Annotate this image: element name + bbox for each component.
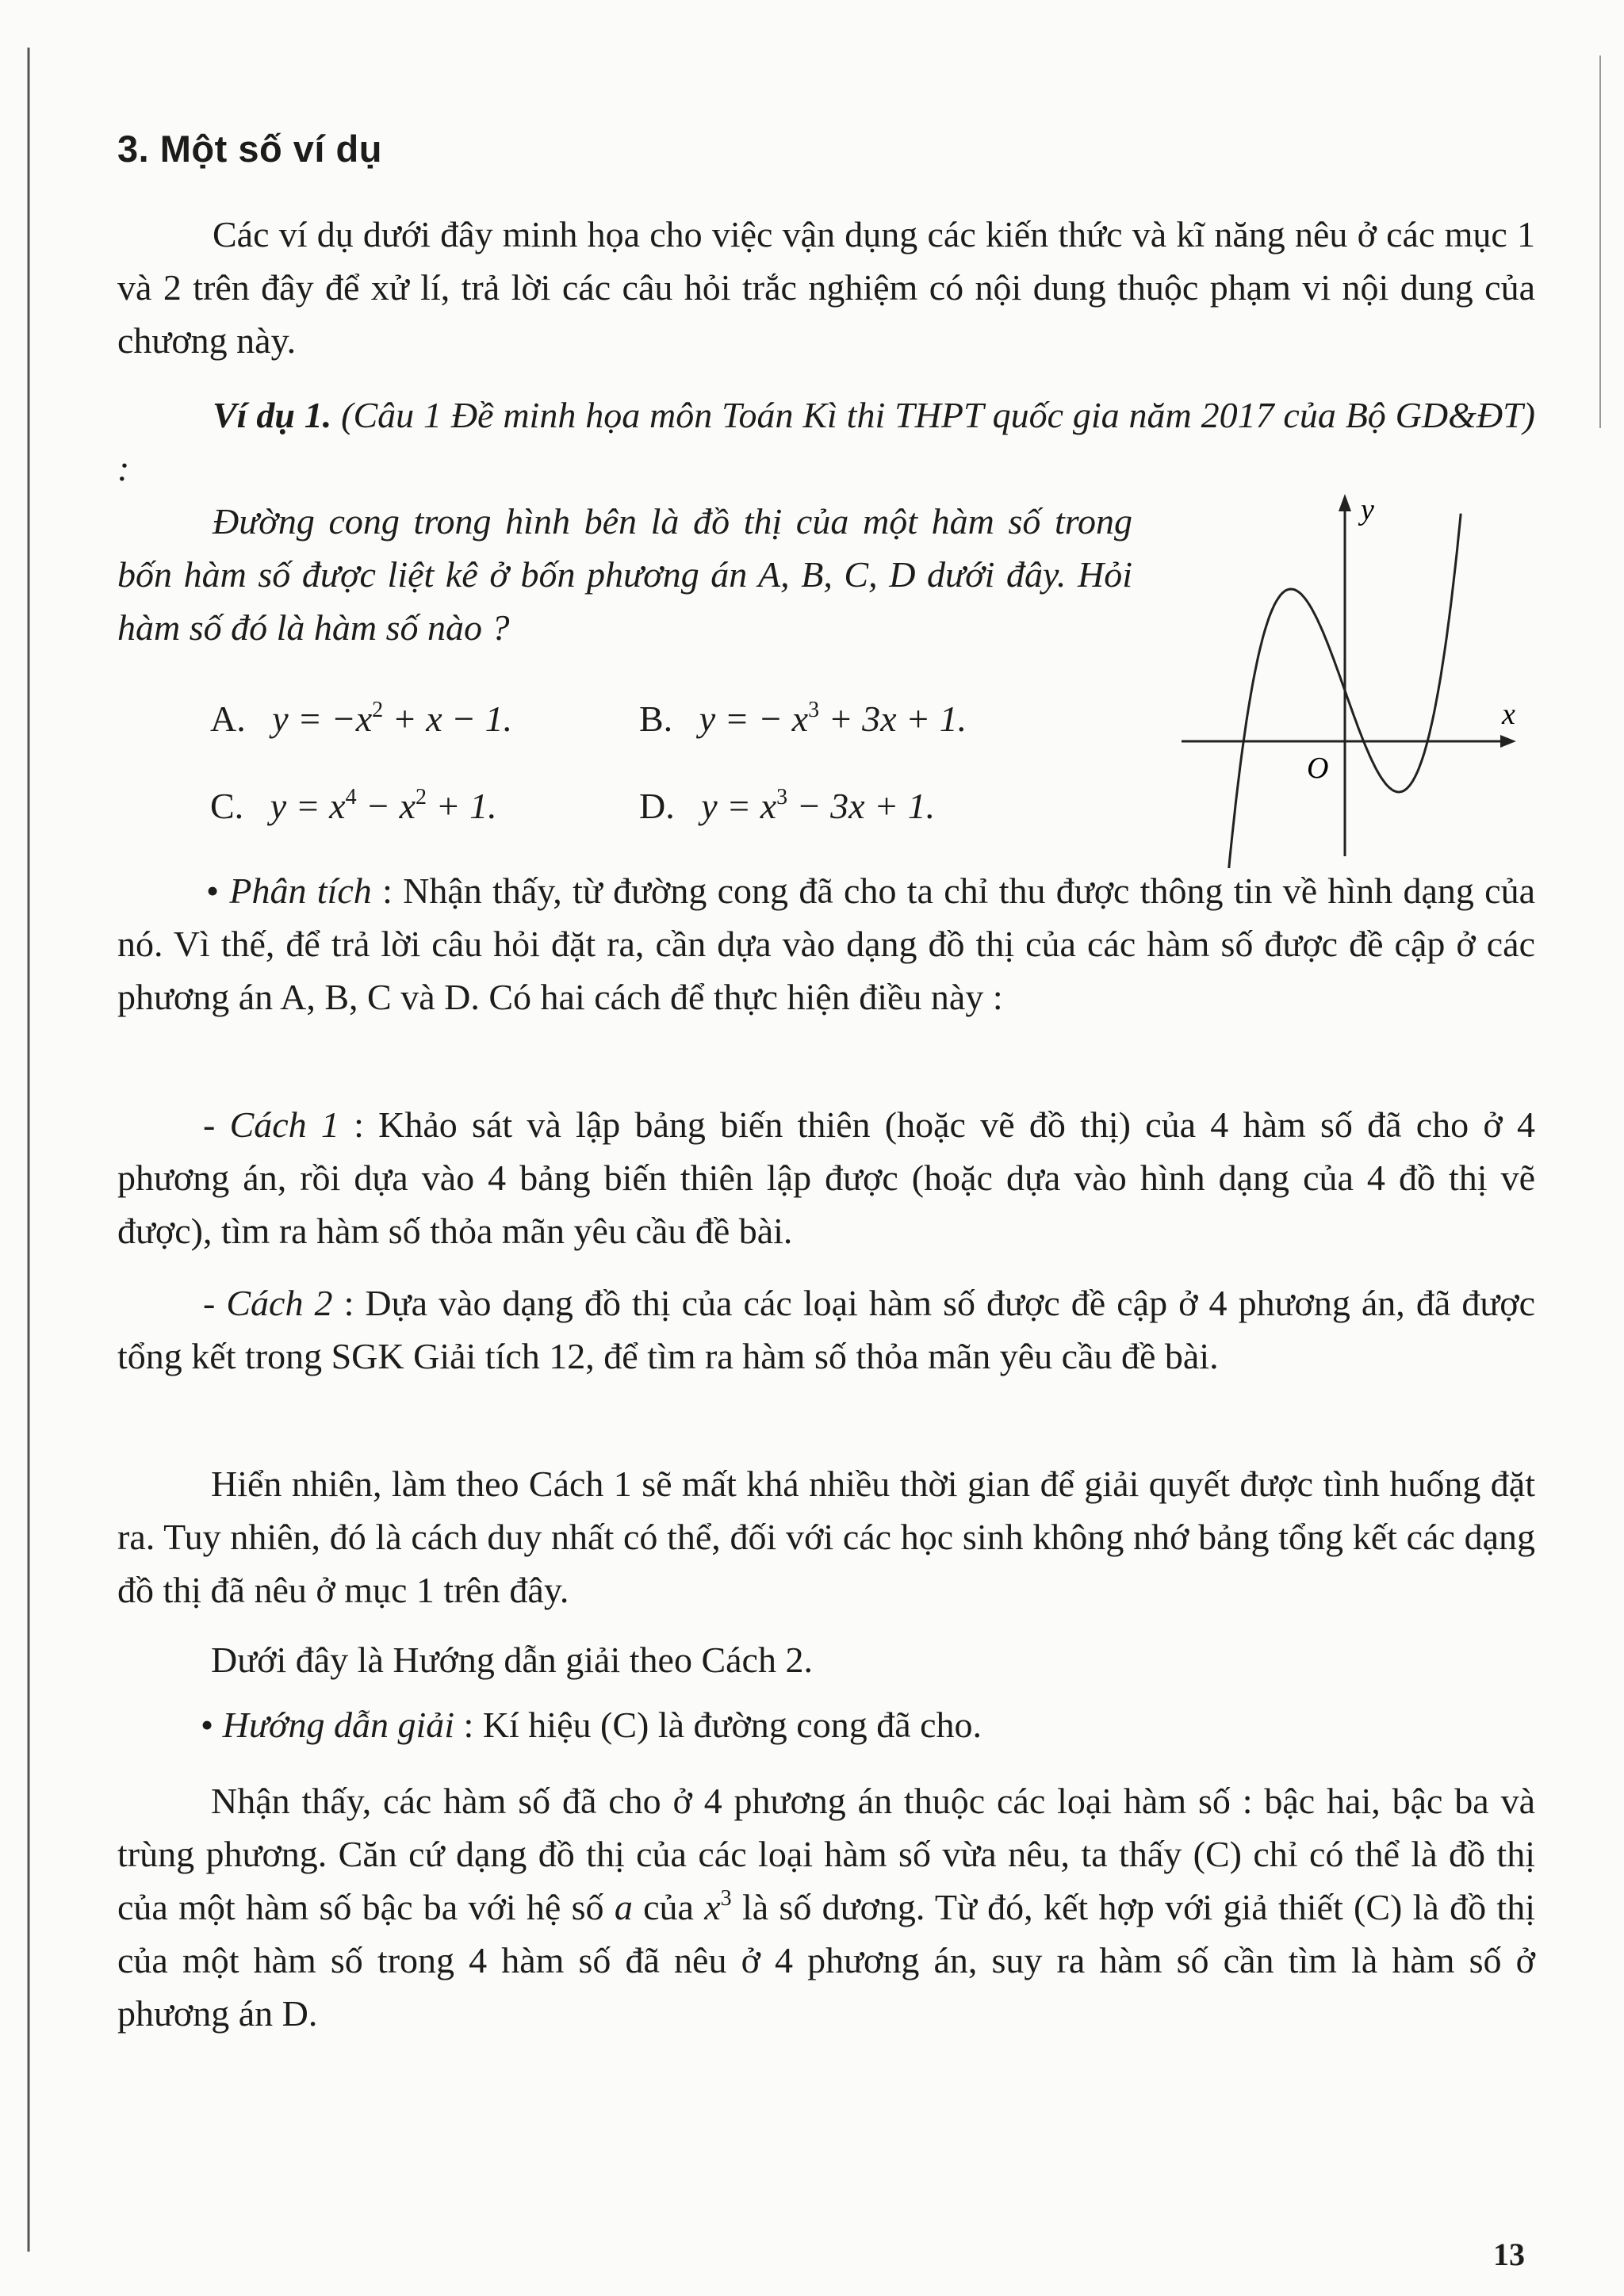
variable-x: x (704, 1887, 721, 1927)
cubic-curve (1226, 514, 1461, 868)
conclusion-paragraph (117, 1774, 1535, 2040)
method1-label: Cách 1 (229, 1104, 339, 1145)
guide-bullet: • (201, 1705, 214, 1745)
method2-prefix: - (203, 1283, 227, 1323)
x-axis-arrow (1500, 735, 1516, 748)
option-a-formula (272, 698, 512, 739)
option-a-exp: 2 (372, 698, 384, 722)
option-b-post: + 3x + 1. (819, 698, 967, 739)
remark-paragraph: Hiển nhiên, làm theo Cách 1 sẽ mất khá nhiều thời gian để giải quyết được tình huống đặt ra. Tuy nhiên, đó là cách duy nhất có thể, đối với các học sinh không nhớ bảng tổng kết các dạng đồ thị đã nêu ở mục 1 trên đây. (117, 1464, 1535, 1610)
option-c-post: + 1. (427, 786, 497, 826)
option-d-formula (701, 786, 935, 826)
option-c-label: C. (210, 786, 244, 826)
option-a-pre: y = −x (272, 698, 373, 739)
conclusion-part3: là số dương. Từ đó, kết hợp với giả thiết (C) là đồ thị của một hàm số trong 4 hàm số đã nêu ở 4 phương án, suy ra hàm số cần tìm là hàm số ở phương án D. (117, 1887, 1535, 2034)
analysis-label: Phân tích (229, 871, 372, 911)
option-b (639, 698, 967, 740)
cubic-function-graph (1174, 488, 1522, 868)
guide-intro-paragraph: Dưới đây là Hướng dẫn giải theo Cách 2. (211, 1640, 813, 1680)
exponent-3: 3 (720, 1886, 732, 1911)
example1-label: Ví dụ 1. (213, 395, 332, 435)
conclusion-part2: của (632, 1887, 705, 1927)
option-b-pre: y = − x (699, 698, 809, 739)
method1-prefix: - (203, 1104, 230, 1145)
example1-paragraph (117, 388, 1535, 495)
page-number: 13 (1493, 2237, 1525, 2272)
conclusion-part1: Nhận thấy, các hàm số đã cho ở 4 phương án thuộc các loại hàm số : bậc hai, bậc ba và trùng phương. Căn cứ dạng đồ thị của các loại hàm số vừa nêu, ta thấy (C) chỉ có thể là đồ thị của một hàm số bậc ba với hệ số (117, 1781, 1535, 1927)
y-axis-arrow (1339, 494, 1351, 511)
option-c-pre: y = x (270, 786, 346, 826)
option-d (639, 785, 935, 827)
guide-label: Hướng dẫn giải (222, 1705, 455, 1745)
example1-source: (Câu 1 Đề minh họa môn Toán Kì thi THPT quốc gia năm 2017 của Bộ GD&ĐT) : (117, 395, 1536, 488)
option-b-exp: 3 (808, 698, 820, 722)
option-c-formula (270, 786, 497, 826)
option-a-label: A. (210, 698, 246, 739)
method1-text: : Khảo sát và lập bảng biến thiên (hoặc vẽ đồ thị) của 4 hàm số đã cho ở 4 phương án, rồi dựa vào 4 bảng biến thiên lập được (hoặc dựa vào hình dạng của 4 đồ thị vẽ được), tìm ra hàm số thỏa mãn yêu cầu đề bài. (117, 1104, 1535, 1251)
option-b-label: B. (639, 698, 673, 739)
option-c-exp2: 2 (416, 785, 427, 809)
section-heading: 3. Một số ví dụ (117, 128, 382, 170)
method2-text: : Dựa vào dạng đồ thị của các loại hàm số được đề cập ở 4 phương án, đã được tổng kết trong SGK Giải tích 12, để tìm ra hàm số thỏa mãn yêu cầu đề bài. (117, 1283, 1535, 1376)
option-a-post: + x − 1. (383, 698, 513, 739)
option-d-pre: y = x (701, 786, 777, 826)
option-c-exp1: 4 (345, 785, 357, 809)
coefficient-a: a (614, 1887, 633, 1927)
option-d-post: − 3x + 1. (787, 786, 936, 826)
option-d-label: D. (639, 786, 675, 826)
origin-label: O (1307, 752, 1329, 785)
analysis-bullet: • (206, 871, 220, 911)
intro-paragraph: Các ví dụ dưới đây minh họa cho việc vận dụng các kiến thức và kĩ năng nêu ở các mục 1 và 2 trên đây để xử lí, trả lời các câu hỏi trắc nghiệm có nội dung thuộc phạm vi nội dung của chương này. (117, 214, 1535, 361)
option-a (210, 698, 512, 740)
option-b-formula (699, 698, 967, 739)
x-axis-label: x (1502, 698, 1515, 731)
y-axis-label: y (1361, 493, 1374, 526)
option-c (210, 785, 497, 827)
guide-text: : Kí hiệu (C) là đường cong đã cho. (454, 1705, 982, 1745)
analysis-text: : Nhận thấy, từ đường cong đã cho ta chỉ thu được thông tin về hình dạng của nó. Vì thế, để trả lời câu hỏi đặt ra, cần dựa vào dạng đồ thị của các hàm số được đề cập ở các phương án A, B, C và D. Có hai cách để thực hiện điều này : (117, 871, 1536, 1017)
guide-paragraph (117, 1698, 1535, 1751)
option-d-exp: 3 (776, 785, 788, 809)
method2-paragraph (117, 1276, 1535, 1383)
analysis-paragraph (117, 864, 1535, 1024)
option-c-mid: − x (356, 786, 416, 826)
method2-label: Cách 2 (226, 1283, 333, 1323)
example1-question: Đường cong trong hình bên là đồ thị của một hàm số trong bốn hàm số được liệt kê ở bốn phương án A, B, C, D dưới đây. Hỏi hàm số đó là hàm số nào ? (117, 501, 1132, 648)
method1-paragraph (117, 1098, 1535, 1257)
